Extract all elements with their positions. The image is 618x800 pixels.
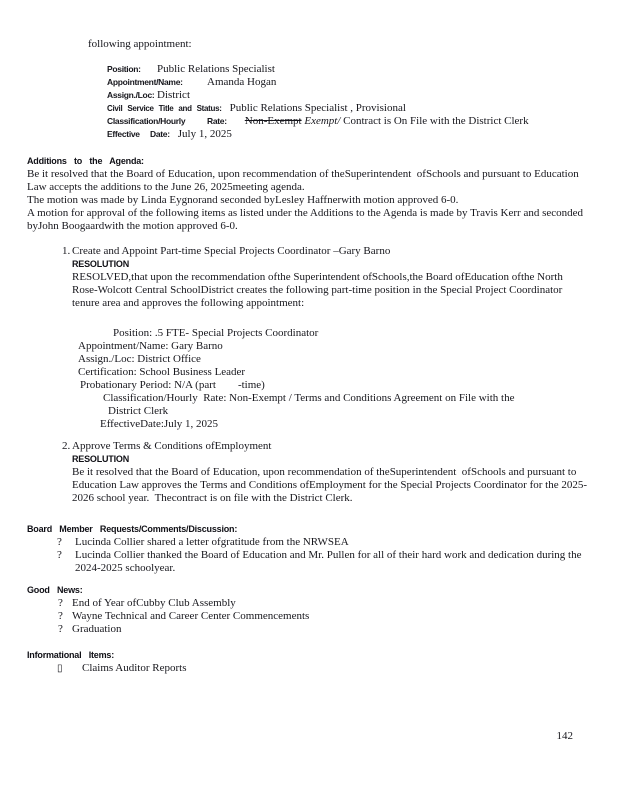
appointment-detail-line: Assign./Loc: District Office [78,353,201,365]
field-value: Public Relations Specialist , Provisional [229,102,406,114]
item-title: Approve Terms & Conditions ofEmployment [72,440,272,452]
italic-text: Exempt/ [304,115,341,127]
field-label: Assign./Loc: [107,90,155,100]
appointment-detail-line: Position: .5 FTE- Special Projects Coordinator [113,327,319,339]
lead-line: following appointment: [88,38,192,50]
field-row-assign-loc [107,89,590,102]
item-resolution-body: Be it resolved that the Board of Education, upon recommendation of theSuperintendent ofSchools and pursuant to Education Law approves the Terms and Conditions ofEmployment for the Special Projects Coordinator for the 2025-2026 school year. Thecontract is on file with the District Clerk. [72,466,587,504]
field-label: Date: [150,129,170,139]
strikethrough-text: Non-Exempt [244,115,302,127]
field-row-classification [107,115,590,128]
item-resolution-body: RESOLVED,that upon the recommendation ofthe Superintendent ofSchools,the Board ofEducation ofthe North Rose-Wolcott Central SchoolDistrict creates the following part-time position in the Special Project Coordinator tenure area and approves the following appointment: [72,271,566,309]
field-value: District [157,89,190,101]
bullet-item [57,549,590,575]
bullet-text: End of Year ofCubby Club Assembly [72,597,236,609]
bullet-item [58,597,590,610]
field-row-effective-date [107,128,590,141]
bullet-item [57,536,590,549]
bullet-glyph: ? [58,623,63,635]
bullet-text: Lucinda Collier thanked the Board of Education and Mr. Pullen for all of their hard work and dedication during the 2024-2025 schoolyear. [75,549,585,574]
field-label: Classification/Hourly [107,116,186,126]
checkbox-glyph: ▯ [57,663,63,674]
item-number: 1. [62,245,71,257]
bullet-glyph: ? [57,549,62,561]
additions-heading: Additions to the Agenda: [27,156,144,166]
appointment-detail-line: EffectiveDate:July 1, 2025 [100,418,219,430]
resolution-label: RESOLUTION [72,454,130,464]
bullet-item [57,662,590,675]
bullet-glyph: ? [58,597,63,609]
appointment-detail-line: Certification: School Business Leader [78,366,246,378]
bullet-item [58,610,590,623]
agenda-item-1 [62,245,590,431]
bullet-glyph: ? [57,536,62,548]
item-title: Create and Appoint Part-time Special Projects Coordinator –Gary Barno [72,245,391,257]
field-value: Amanda Hogan [207,76,277,88]
field-row-position [107,63,590,76]
item-body [72,245,590,431]
bullet-glyph: ? [58,610,63,622]
appointment-detail-line: Classification/Hourly Rate: Non-Exempt / Terms and Conditions Agreement on File with the [103,392,515,404]
appointment-detail-line: District Clerk [108,405,169,417]
field-row-appointment-name [107,76,590,89]
item-body [72,440,590,505]
field-label: Civil Service Title and Status: [107,104,222,113]
field-value: Public Relations Specialist [157,63,275,75]
paragraph-motion-approval: A motion for approval of the following items as listed under the Additions to the Agenda is made by Travis Kerr and seconded byJohn Boogaardwith the motion approved 6-0. [27,207,586,232]
paragraph-motion-made: The motion was made by Linda Eygnorand seconded byLesley Haffnerwith motion approved 6-0. [27,194,459,206]
item-number: 2. [62,440,71,452]
bullet-text: Graduation [72,623,122,635]
resolution-label: RESOLUTION [72,259,130,269]
bullet-text: Lucinda Collier shared a letter ofgratitude from the NRWSEA [75,536,349,548]
bullet-item [58,623,590,636]
agenda-item-2 [62,440,590,505]
good-news-heading: Good News: [27,585,83,595]
appointment-detail-line: Appointment/Name: Gary Barno [78,340,223,352]
appointment-fields [107,63,590,141]
field-label: Rate: [207,116,227,126]
field-label: Position: [107,64,141,74]
appointment-details [72,327,590,431]
field-label: Effective [107,129,140,139]
paragraph-resolved-additions: Be it resolved that the Board of Education, upon recommendation of theSuperintendent ofSchools and pursuant to Education Law accepts the additions to the June 26, 2025meeting agenda. [27,168,582,193]
field-row-civil-service [107,102,590,115]
informational-heading: Informational Items: [27,650,115,660]
bullet-text: Wayne Technical and Career Center Commencements [72,610,310,622]
appointment-detail-line: Probationary Period: N/A (part -time) [80,379,265,391]
field-value: Contract is On File with the District Clerk [343,115,529,127]
field-label: Appointment/Name: [107,77,183,87]
field-value: July 1, 2025 [177,128,232,140]
page-number: 142 [556,730,573,742]
board-member-heading: Board Member Requests/Comments/Discussion: [27,524,238,534]
bullet-text: Claims Auditor Reports [82,662,187,674]
